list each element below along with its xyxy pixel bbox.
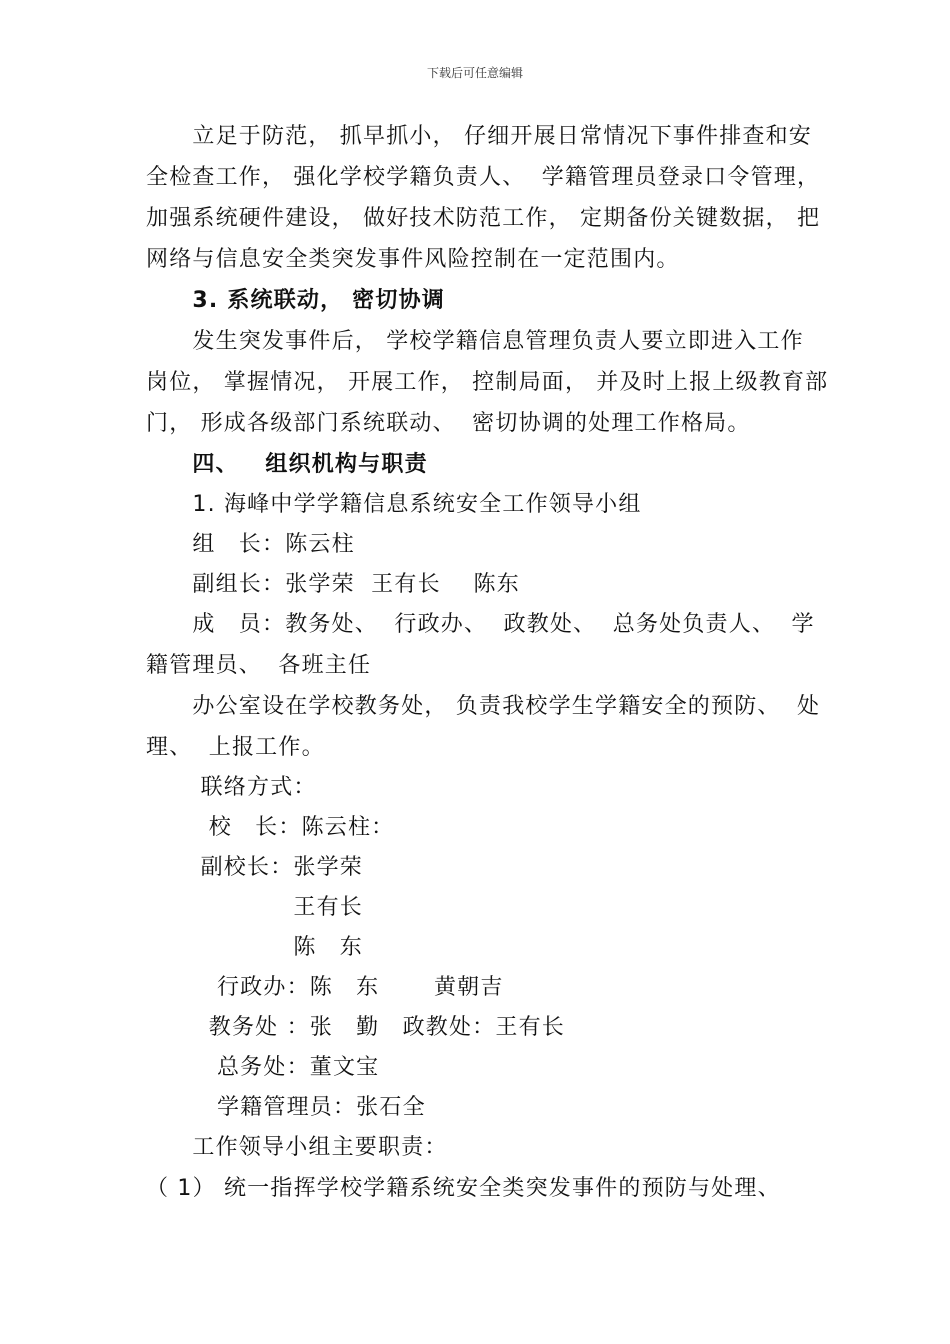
contact-line: 校 长：陈云柱： xyxy=(146,815,395,840)
contact-line: 学籍管理员：张石全 xyxy=(146,1095,426,1120)
paragraph-line: 门， 形成各级部门系统联动、 密切协调的处理工作格局。 xyxy=(146,411,751,436)
section-heading: 3. 系统联动， 密切协调 xyxy=(146,288,445,313)
subsection-title: 1. 海峰中学学籍信息系统安全工作领导小组 xyxy=(146,492,642,517)
contact-line: 教务处 ：张 勤 政教处：王有长 xyxy=(146,1015,565,1040)
paragraph-line: （ 1） 统一指挥学校学籍系统安全类突发事件的预防与处理、 xyxy=(146,1176,781,1201)
member-line: 组 长：陈云柱 xyxy=(146,532,355,557)
paragraph-line: 立足于防范， 抓早抓小， 仔细开展日常情况下事件排查和安 xyxy=(146,124,812,149)
member-line: 成 员：教务处、 行政办、 政教处、 总务处负责人、 学 xyxy=(146,612,815,637)
contact-line: 陈 东 xyxy=(146,935,363,960)
page-header: 下载后可任意编辑 xyxy=(426,66,523,80)
contact-line: 行政办：陈 东 黄朝吉 xyxy=(146,975,504,1000)
contact-line: 王有长 xyxy=(146,895,363,920)
paragraph-line: 全检查工作， 强化学校学籍负责人、 学籍管理员登录口令管理， xyxy=(146,165,821,190)
contact-line: 副校长：张学荣 xyxy=(146,855,363,880)
paragraph-line: 岗位， 掌握情况， 开展工作， 控制局面， 并及时上报上级教育部 xyxy=(146,370,829,395)
paragraph-line: 发生突发事件后， 学校学籍信息管理负责人要立即进入工作 xyxy=(146,329,804,354)
member-line: 籍管理员、 各班主任 xyxy=(146,653,372,678)
paragraph-line: 工作领导小组主要职责： xyxy=(146,1135,448,1160)
contact-line: 总务处：董文宝 xyxy=(146,1055,380,1080)
contact-heading: 联络方式： xyxy=(146,775,317,800)
paragraph-line: 加强系统硬件建设， 做好技术防范工作， 定期备份关键数据， 把 xyxy=(146,206,821,231)
member-line: 副组长：张学荣 王有长 陈东 xyxy=(146,572,520,597)
section-heading: 四、 组织机构与职责 xyxy=(146,452,428,477)
paragraph-line: 理、 上报工作。 xyxy=(146,735,325,760)
paragraph-line: 网络与信息安全类突发事件风险控制在一定范围内。 xyxy=(146,247,680,272)
paragraph-line: 办公室设在学校教务处， 负责我校学生学籍安全的预防、 处 xyxy=(146,694,821,719)
